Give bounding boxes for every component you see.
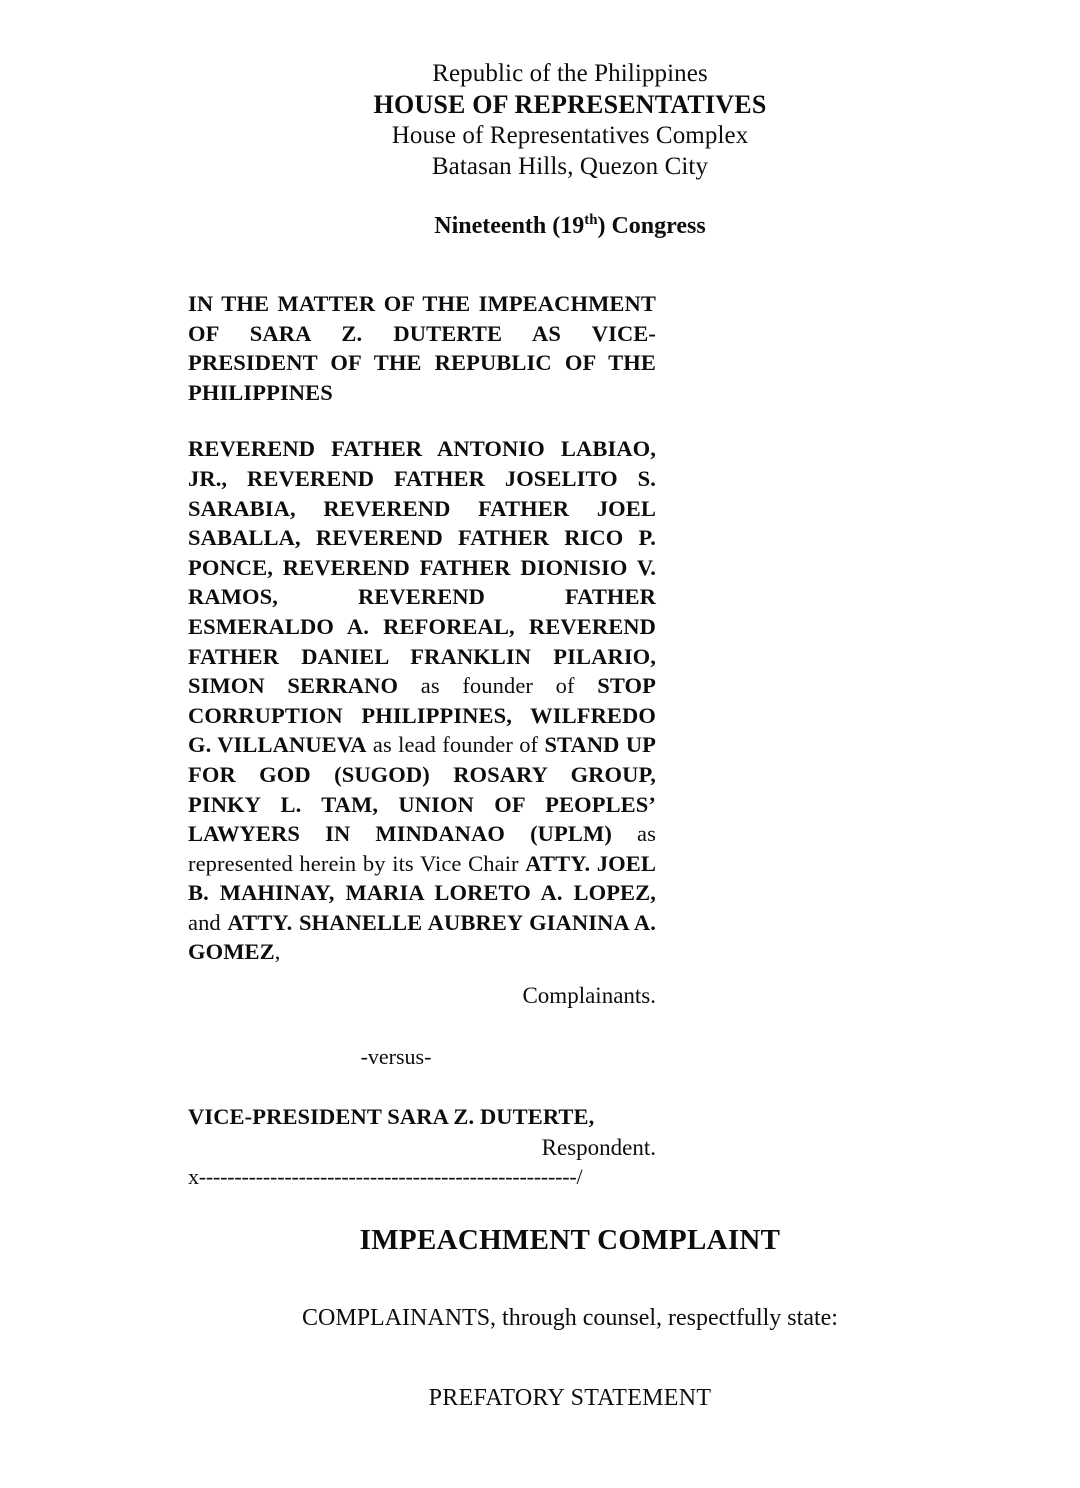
case-caption-block <box>188 289 656 1190</box>
party-run-7: and <box>188 909 228 935</box>
header-house-of-representatives: HOUSE OF REPRESENTATIVES <box>373 90 767 119</box>
party-run-3: as lead founder of <box>366 732 545 758</box>
complainants-paragraph <box>188 434 656 967</box>
impeachment-complaint-title: IMPEACHMENT COMPLAINT <box>359 1224 781 1256</box>
header-republic-line: Republic of the Philippines <box>432 60 708 87</box>
versus-label: -versus- <box>360 1044 432 1070</box>
party-run-4: STAND UP FOR GOD (SUGOD) ROSARY GROUP, PINKY L. TAM, UNION OF PEOPLES’ LAWYERS IN MINDANAO (UPLM) <box>188 732 657 847</box>
caption-divider-rule: x-----------------------------------------------------/ <box>188 1164 583 1190</box>
party-run-6: ATTY. JOEL B. MAHINAY, MARIA LORETO A. LOPEZ, <box>188 850 657 906</box>
congress-prefix: Nineteenth (19 <box>434 213 585 239</box>
congress-suffix: ) Congress <box>597 213 706 239</box>
prefatory-statement-heading: PREFATORY STATEMENT <box>428 1385 712 1411</box>
party-run-0: REVEREND FATHER ANTONIO LABIAO, JR., REVEREND FATHER JOSELITO S. SARABIA, REVEREND FATHER JOEL SABALLA, REVEREND FATHER RICO P. PONCE, REVEREND FATHER DIONISIO V. RAMOS, REVEREND FATHER ESMERALDO A. REFOREAL, REVEREND FATHER DANIEL FRANKLIN PILARIO, SIMON SERRANO <box>188 436 656 699</box>
header-address-line: Batasan Hills, Quezon City <box>431 153 709 180</box>
respondent-name: VICE-PRESIDENT SARA Z. DUTERTE, <box>188 1104 595 1130</box>
party-run-1: as founder of <box>398 673 598 699</box>
party-run-5: as represented herein by its Vice Chair <box>188 821 656 876</box>
header-complex-line: House of Representatives Complex <box>391 122 749 149</box>
complainants-role-label: Complainants. <box>522 983 656 1009</box>
congress-title <box>180 211 960 241</box>
document-body-start <box>180 1222 960 1414</box>
respondent-role-label: Respondent. <box>541 1135 656 1161</box>
complaint-intro-line: COMPLAINANTS, through counsel, respectfully state: <box>302 1305 838 1331</box>
congress-ordinal-suffix: th <box>584 212 598 228</box>
party-run-9: , <box>274 939 281 965</box>
party-run-8: ATTY. SHANELLE AUBREY GIANINA A. GOMEZ <box>188 909 656 965</box>
party-run-2: STOP CORRUPTION PHILIPPINES, WILFREDO G. VILLANUEVA <box>188 673 656 758</box>
case-title-paragraph: IN THE MATTER OF THE IMPEACHMENT OF SARA Z. DUTERTE AS VICE-PRESIDENT OF THE REPUBLIC OF THE PHILIPPINES <box>188 291 656 405</box>
document-header <box>180 58 960 182</box>
